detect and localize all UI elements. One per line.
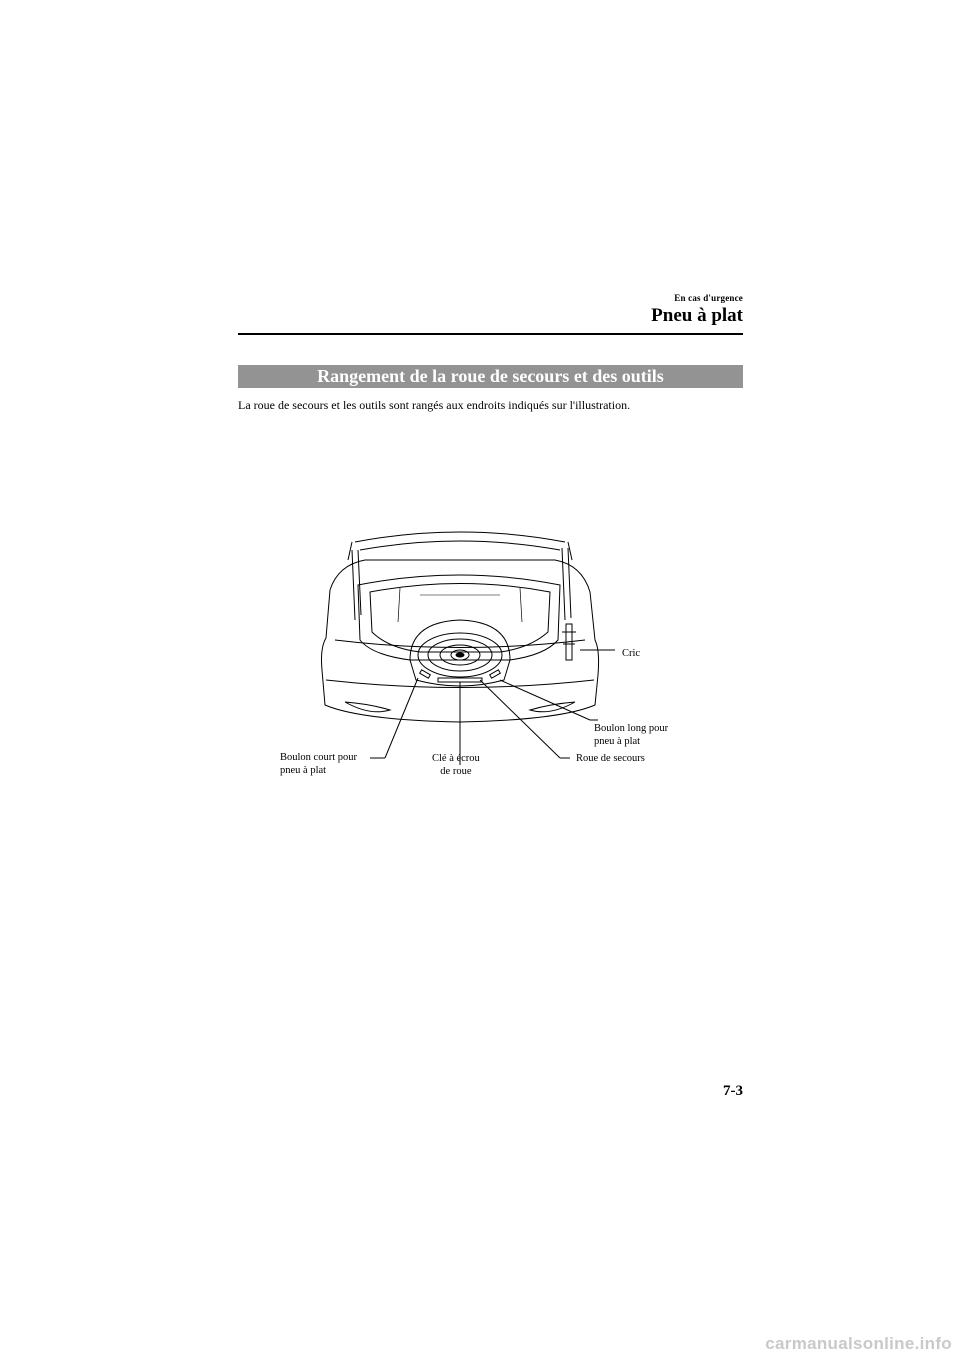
watermark: carmanualsonline.info xyxy=(765,1334,952,1353)
lug-wrench-label: Clé à écrou de roue xyxy=(432,753,480,777)
intro-paragraph: La roue de secours et les outils sont rangés aux endroits indiqués sur l'illustration. xyxy=(238,398,631,412)
car-trunk-drawing xyxy=(260,520,720,790)
long-bolt-label: Boulon long pour pneu à plat xyxy=(594,723,669,747)
cric-label: Cric xyxy=(622,648,641,659)
trunk-illustration xyxy=(260,520,720,790)
header-rule xyxy=(238,333,743,335)
section-label: En cas d'urgence xyxy=(674,293,743,303)
topic-title-bar: Rangement de la roue de secours et des outils xyxy=(238,365,743,388)
short-bolt-label: Boulon court pour pneu à plat xyxy=(280,752,357,776)
chapter-title: Pneu à plat xyxy=(651,305,743,326)
spare-wheel-label: Roue de secours xyxy=(576,753,645,764)
page-number: 7-3 xyxy=(723,1083,743,1099)
